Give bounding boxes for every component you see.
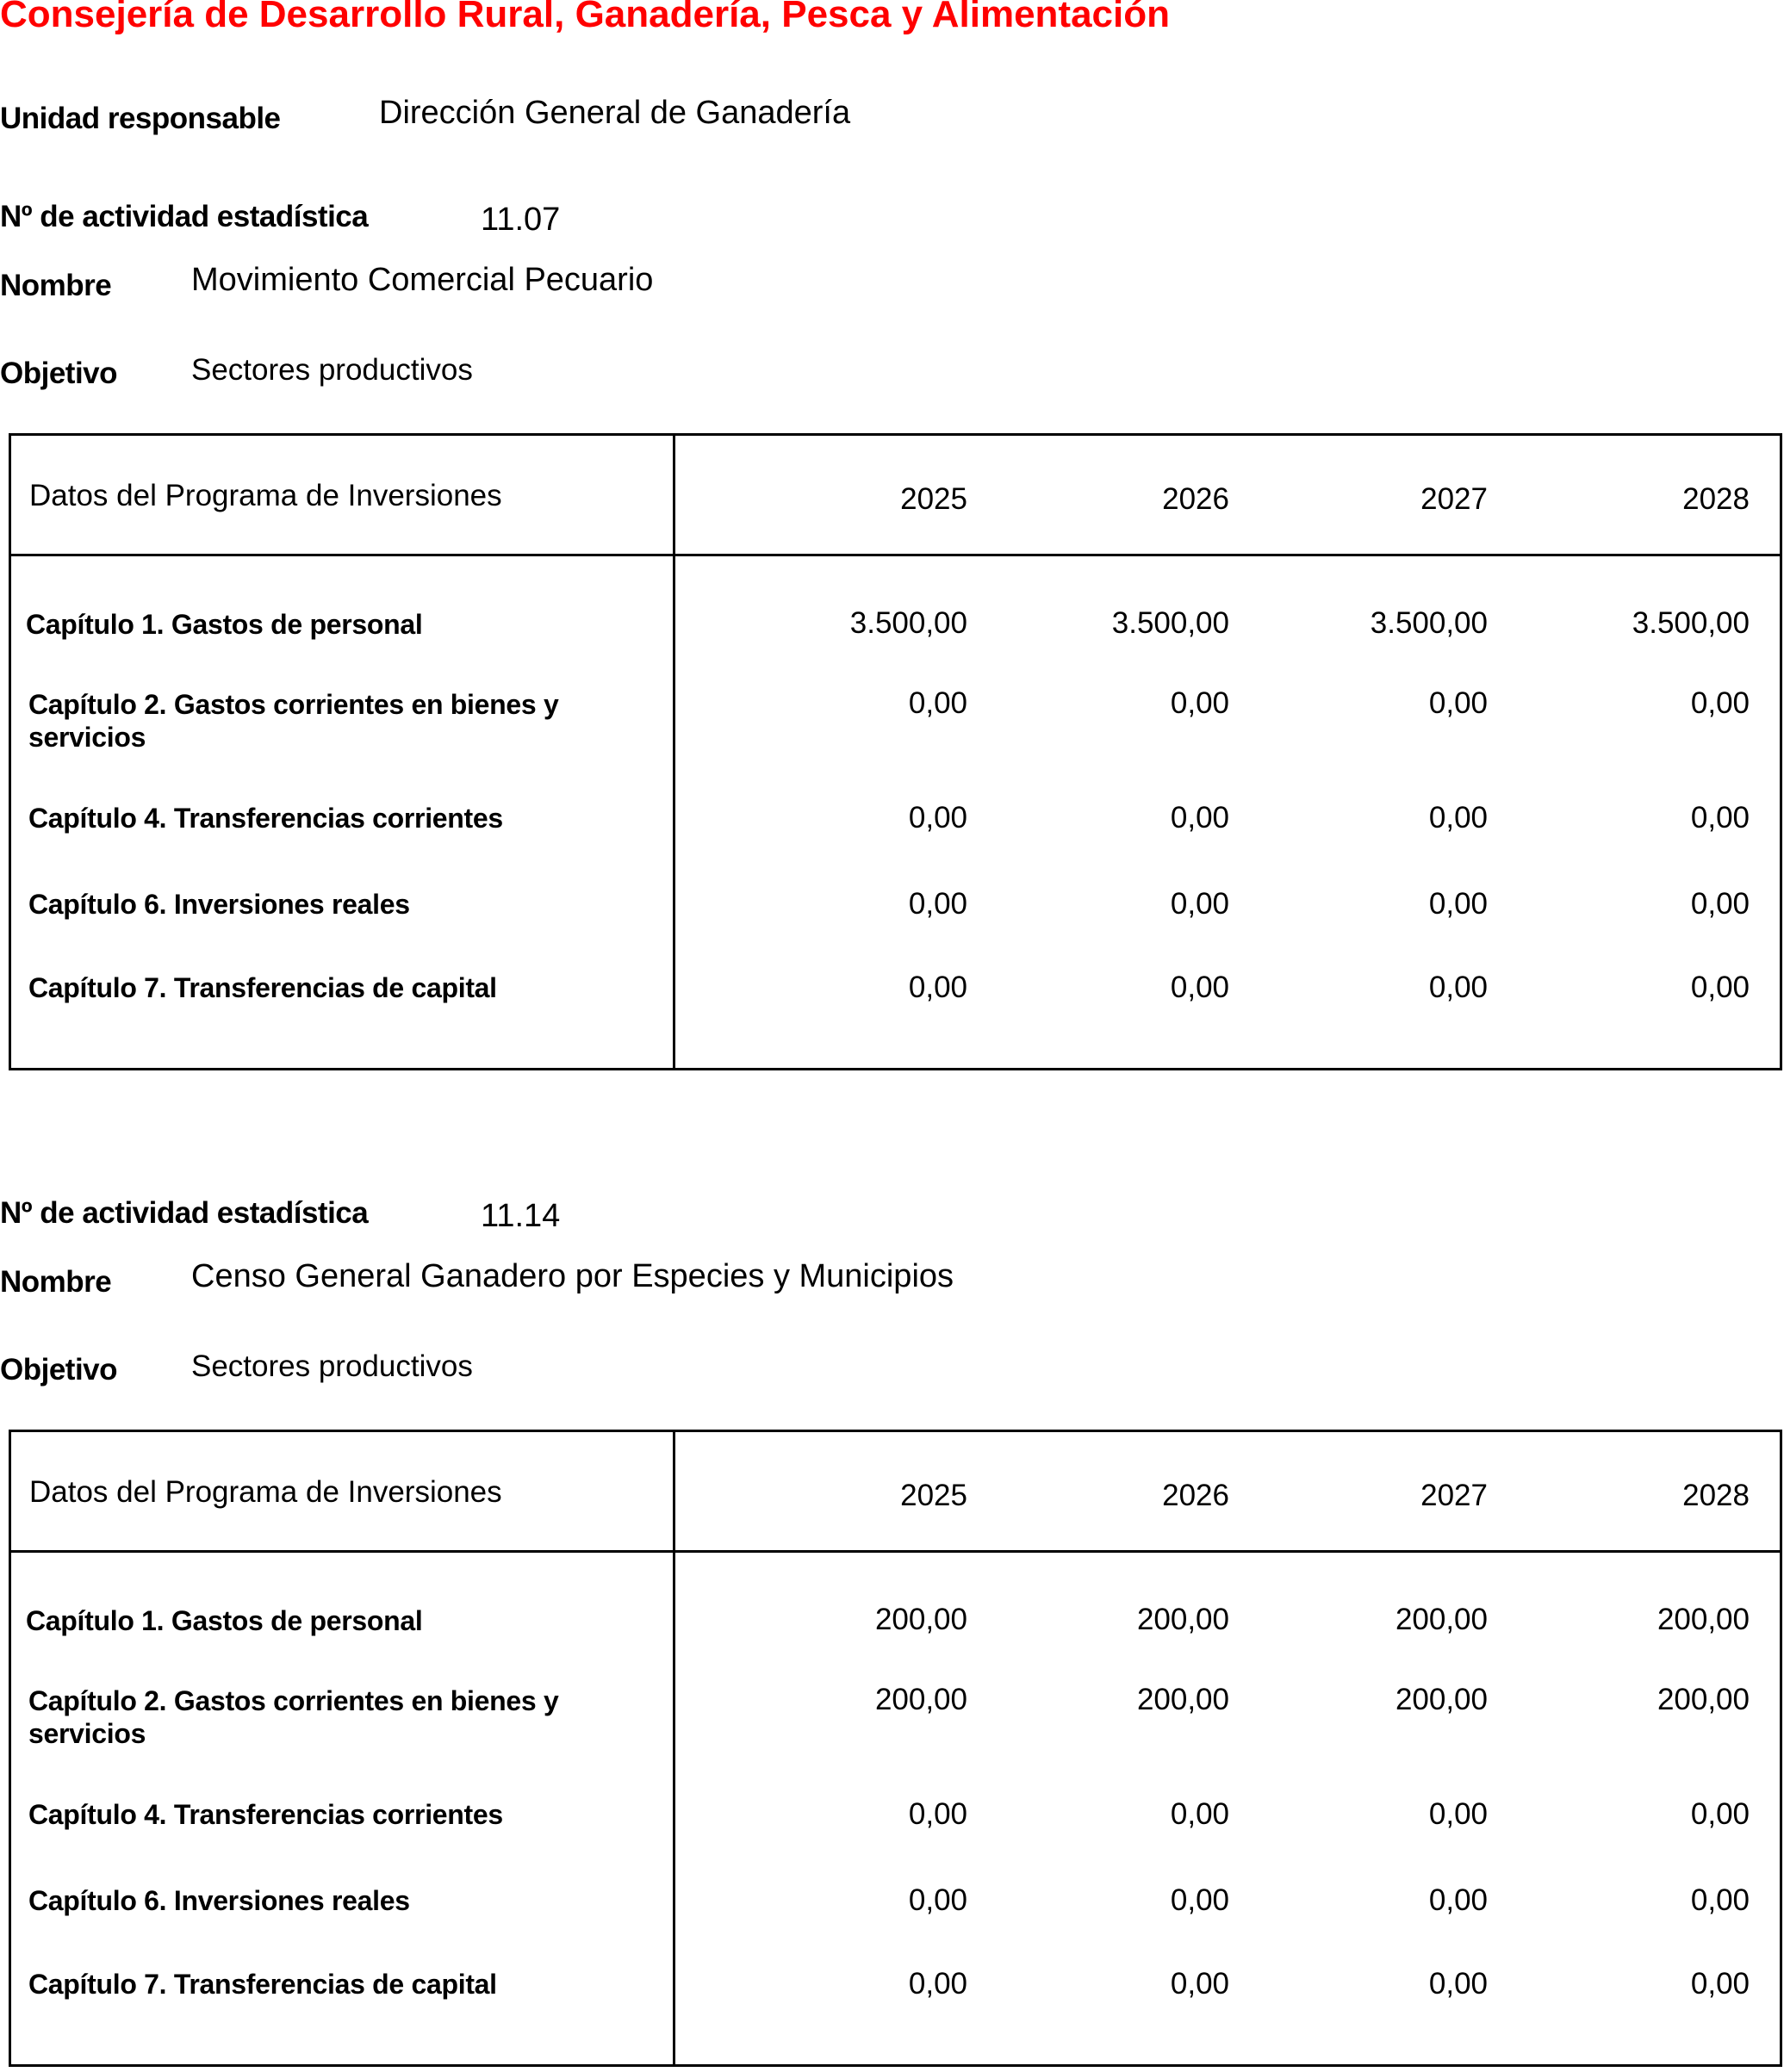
table-header-label: Datos del Programa de Inversiones (29, 479, 502, 512)
table-cell: 0,00 (1690, 971, 1750, 1004)
activity-number-label: Nº de actividad estadística (0, 1196, 369, 1230)
table-cell: 200,00 (1136, 1683, 1229, 1716)
year-header-2026: 2026 (1162, 482, 1229, 516)
table-cell: 0,00 (1690, 1797, 1750, 1831)
chapter-label: Capítulo 2. Gastos corrientes en bienes y servicios (28, 1685, 559, 1749)
year-header-2027: 2027 (1420, 1479, 1488, 1512)
table-cell: 3.500,00 (849, 606, 967, 640)
unit-label: Unidad responsable (0, 102, 281, 135)
activity-number-value: 11.07 (481, 202, 561, 238)
table-cell: 0,00 (1170, 971, 1229, 1004)
table-divider-horizontal (11, 1550, 1780, 1553)
chapter-label: Capítulo 1. Gastos de personal (26, 609, 423, 640)
unit-value: Dirección General de Ganadería (379, 95, 851, 131)
table-cell: 0,00 (1170, 686, 1229, 720)
investment-table (9, 1430, 1782, 2067)
table-cell: 0,00 (908, 1797, 967, 1831)
table-cell: 200,00 (1395, 1683, 1488, 1716)
table-cell: 0,00 (908, 971, 967, 1004)
table-cell: 0,00 (1170, 801, 1229, 834)
table-cell: 3.500,00 (1370, 606, 1488, 640)
activity-name-label: Nombre (0, 1265, 112, 1299)
table-cell: 200,00 (874, 1603, 967, 1636)
table-cell: 0,00 (1428, 1883, 1488, 1917)
table-divider-vertical (673, 1432, 675, 2064)
chapter-label: Capítulo 1. Gastos de personal (26, 1605, 423, 1636)
activity-objective-label: Objetivo (0, 357, 118, 390)
year-header-2028: 2028 (1682, 1479, 1750, 1512)
table-cell: 0,00 (1428, 887, 1488, 921)
table-cell: 200,00 (1657, 1603, 1750, 1636)
table-cell: 200,00 (1136, 1603, 1229, 1636)
activity-name-value: Movimiento Comercial Pecuario (191, 262, 654, 298)
chapter-label: Capítulo 4. Transferencias corrientes (28, 803, 503, 834)
chapter-label: Capítulo 7. Transferencias de capital (28, 1969, 497, 2000)
table-cell: 0,00 (1170, 887, 1229, 921)
table-cell: 0,00 (1690, 686, 1750, 720)
table-cell: 0,00 (908, 801, 967, 834)
investment-table (9, 433, 1782, 1070)
activity-number-label: Nº de actividad estadística (0, 200, 369, 233)
table-cell: 0,00 (908, 887, 967, 921)
table-divider-horizontal (11, 554, 1780, 556)
year-header-2025: 2025 (900, 482, 967, 516)
table-cell: 3.500,00 (1632, 606, 1750, 640)
table-cell: 0,00 (1428, 971, 1488, 1004)
chapter-label: Capítulo 6. Inversiones reales (28, 889, 410, 920)
year-header-2026: 2026 (1162, 1479, 1229, 1512)
activity-objective-value: Sectores productivos (191, 353, 473, 387)
activity-objective-label: Objetivo (0, 1353, 118, 1387)
chapter-label: Capítulo 7. Transferencias de capital (28, 972, 497, 1003)
table-cell: 0,00 (908, 1967, 967, 2001)
table-cell: 0,00 (1428, 686, 1488, 720)
year-header-2028: 2028 (1682, 482, 1750, 516)
table-cell: 0,00 (1690, 801, 1750, 834)
activity-number-value: 11.14 (481, 1198, 561, 1234)
activity-objective-value: Sectores productivos (191, 1349, 473, 1383)
table-cell: 3.500,00 (1111, 606, 1229, 640)
year-header-2027: 2027 (1420, 482, 1488, 516)
table-cell: 0,00 (1170, 1883, 1229, 1917)
table-cell: 0,00 (1170, 1967, 1229, 2001)
table-cell: 0,00 (1690, 1883, 1750, 1917)
table-cell: 200,00 (1395, 1603, 1488, 1636)
table-divider-vertical (673, 436, 675, 1068)
chapter-label: Capítulo 6. Inversiones reales (28, 1885, 410, 1916)
year-header-2025: 2025 (900, 1479, 967, 1512)
chapter-label: Capítulo 4. Transferencias corrientes (28, 1799, 503, 1830)
table-cell: 0,00 (1690, 1967, 1750, 2001)
activity-name-label: Nombre (0, 269, 112, 302)
table-cell: 200,00 (1657, 1683, 1750, 1716)
table-cell: 0,00 (1428, 1967, 1488, 2001)
table-cell: 0,00 (1428, 1797, 1488, 1831)
chapter-label: Capítulo 2. Gastos corrientes en bienes y servicios (28, 689, 559, 753)
table-header-label: Datos del Programa de Inversiones (29, 1475, 502, 1509)
table-cell: 0,00 (1690, 887, 1750, 921)
table-cell: 0,00 (1170, 1797, 1229, 1831)
table-cell: 0,00 (1428, 801, 1488, 834)
table-cell: 0,00 (908, 1883, 967, 1917)
table-cell: 200,00 (874, 1683, 967, 1716)
table-cell: 0,00 (908, 686, 967, 720)
activity-name-value: Censo General Ganadero por Especies y Municipios (191, 1258, 954, 1294)
page-title: Consejería de Desarrollo Rural, Ganadería, Pesca y Alimentación (0, 0, 1171, 35)
